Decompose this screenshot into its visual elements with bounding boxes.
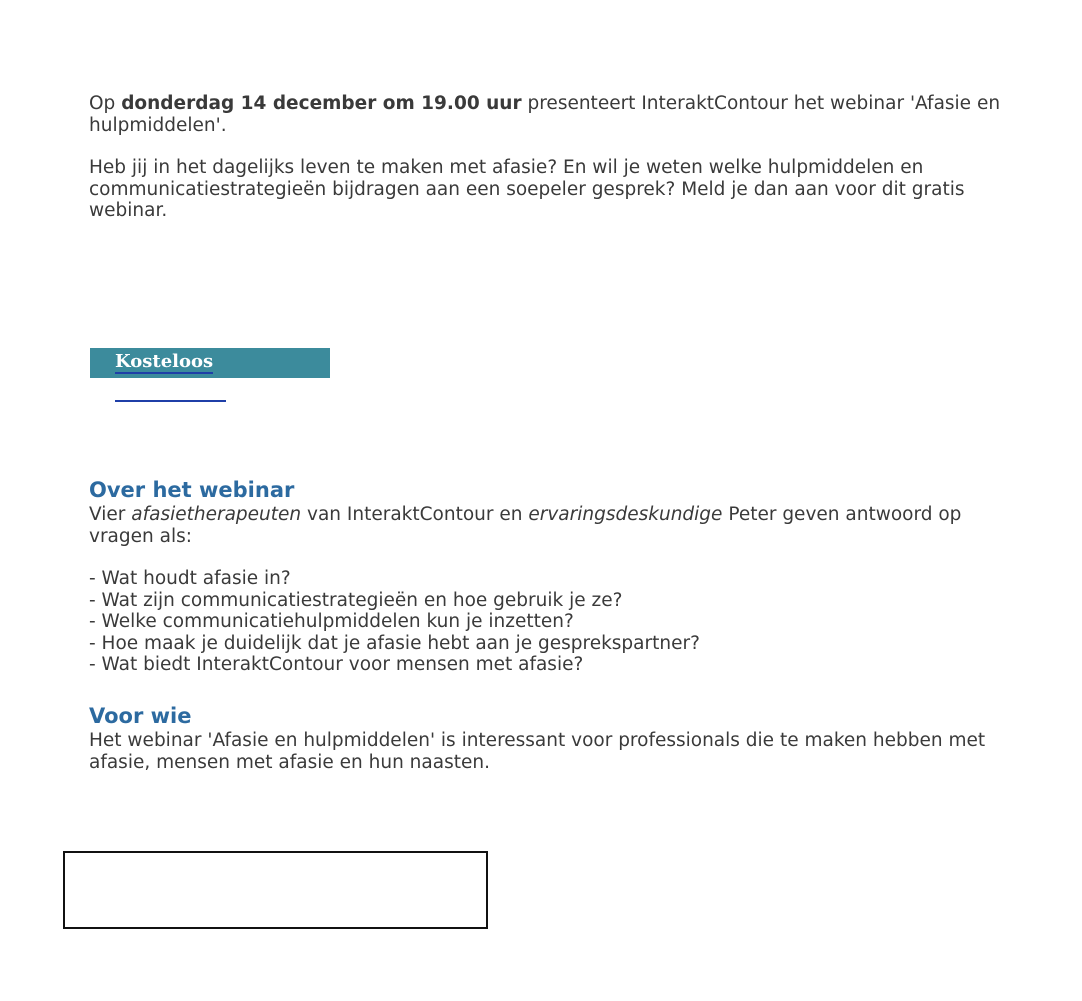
question-item: - Wat zijn communicatiestrategieën en hoe gebruik je ze? bbox=[89, 589, 623, 611]
intro-paragraph-2: Heb jij in het dagelijks leven te maken met afasie? En wil je weten welke hulpmiddelen en communicatiestrategieën bijdragen aan een soepeler gesprek? Meld je dan aan voor dit gratis webinar. bbox=[89, 157, 965, 221]
about-text-1: Vier bbox=[89, 504, 132, 525]
empty-embed-box bbox=[63, 851, 488, 929]
about-emphasis-2: ervaringsdeskundige bbox=[528, 504, 723, 525]
about-section bbox=[89, 478, 1029, 676]
intro-section bbox=[89, 93, 1009, 222]
about-text-2: van InteraktContour en bbox=[301, 504, 529, 525]
question-list bbox=[89, 568, 1029, 676]
audience-paragraph: Het webinar 'Afasie en hulpmiddelen' is interessant voor professionals die te maken hebben met afasie, mensen met afasie en hun naasten. bbox=[89, 730, 986, 773]
audience-heading: Voor wie bbox=[89, 704, 192, 728]
intro-paragraph bbox=[89, 93, 1009, 136]
webinar-date: donderdag 14 december om 19.00 uur bbox=[121, 93, 522, 114]
intro-prefix: Op bbox=[89, 93, 122, 114]
about-paragraph bbox=[89, 504, 1029, 547]
question-item: - Wat houdt afasie in? bbox=[89, 568, 291, 589]
about-text-3: Peter geven antwoord op vragen als: bbox=[89, 504, 962, 547]
register-button-label[interactable]: Kosteloos aanmelden bbox=[115, 351, 226, 400]
about-heading: Over het webinar bbox=[89, 478, 295, 502]
cta-container bbox=[90, 348, 330, 400]
question-item: - Welke communicatiehulpmiddelen kun je inzetten? bbox=[89, 611, 574, 632]
audience-section bbox=[89, 704, 1029, 773]
question-item: - Wat biedt InteraktContour voor mensen met afasie? bbox=[89, 654, 584, 675]
intro-suffix: presenteert InteraktContour het webinar 'Afasie en hulpmiddelen'. bbox=[89, 93, 1001, 136]
register-button[interactable] bbox=[90, 348, 330, 400]
question-item: - Hoe maak je duidelijk dat je afasie hebt aan je gesprekspartner? bbox=[89, 632, 700, 654]
about-emphasis-1: afasietherapeuten bbox=[131, 504, 302, 525]
